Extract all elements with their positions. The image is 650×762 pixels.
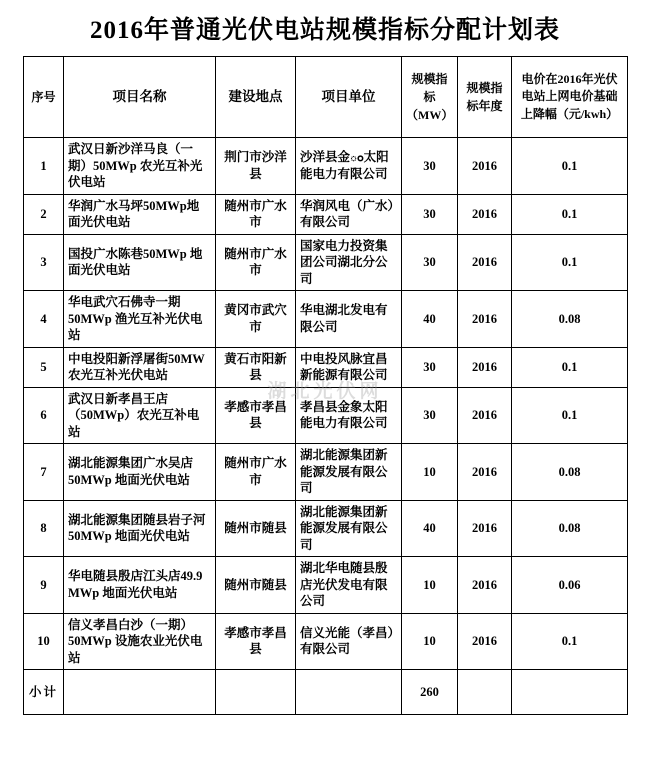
cell-total-blank-name	[64, 670, 216, 715]
cell-price: 0.08	[512, 444, 628, 501]
cell-location: 孝感市孝昌县	[216, 613, 296, 670]
cell-year: 2016	[458, 500, 512, 557]
cell-scale: 30	[402, 347, 458, 387]
cell-scale: 10	[402, 613, 458, 670]
table-row	[24, 138, 628, 195]
column-header-scale: 规模指标（MW）	[402, 57, 458, 138]
cell-scale: 40	[402, 291, 458, 348]
cell-project-name: 华电武穴石佛寺一期50MWp 渔光互补光伏电站	[64, 291, 216, 348]
cell-total-scale: 260	[402, 670, 458, 715]
table-row	[24, 500, 628, 557]
cell-unit: 华电湖北发电有限公司	[296, 291, 402, 348]
cell-location: 随州市广水市	[216, 194, 296, 234]
cell-price: 0.06	[512, 557, 628, 614]
cell-project-name: 华电随县殷店江头店49.9 MWp 地面光伏电站	[64, 557, 216, 614]
cell-location: 随州市随县	[216, 500, 296, 557]
column-header-price: 电价在2016年光伏电站上网电价基础上降幅（元/kwh）	[512, 57, 628, 138]
watermark-text: 湖北光伏网	[267, 381, 383, 402]
cell-year: 2016	[458, 138, 512, 195]
table-row	[24, 444, 628, 501]
cell-year: 2016	[458, 557, 512, 614]
column-header-year: 规模指标年度	[458, 57, 512, 138]
cell-year: 2016	[458, 347, 512, 387]
cell-price: 0.1	[512, 138, 628, 195]
cell-total-label: 小计	[24, 670, 64, 715]
table-row	[24, 291, 628, 348]
table-row	[24, 557, 628, 614]
cell-location: 荆门市沙洋县	[216, 138, 296, 195]
table-row	[24, 347, 628, 387]
cell-year: 2016	[458, 194, 512, 234]
table-total-row	[24, 670, 628, 715]
table-row	[24, 387, 628, 444]
table-header	[24, 57, 628, 138]
cell-unit: 中电投风脉宜昌新能源有限公司	[296, 347, 402, 387]
table-header-row	[24, 57, 628, 138]
cell-scale: 30	[402, 387, 458, 444]
table-body	[24, 138, 628, 715]
cell-year: 2016	[458, 613, 512, 670]
column-header-project-name: 项目名称	[64, 57, 216, 138]
table-row	[24, 613, 628, 670]
table-row	[24, 234, 628, 291]
cell-index: 5	[24, 347, 64, 387]
cell-unit: 孝昌县金象太阳能电力有限公司	[296, 387, 402, 444]
cell-price: 0.08	[512, 500, 628, 557]
cell-price: 0.1	[512, 194, 628, 234]
cell-scale: 10	[402, 557, 458, 614]
cell-index: 6	[24, 387, 64, 444]
cell-year: 2016	[458, 444, 512, 501]
cell-index: 1	[24, 138, 64, 195]
column-header-unit: 项目单位	[296, 57, 402, 138]
cell-price: 0.08	[512, 291, 628, 348]
allocation-plan-table	[23, 56, 628, 715]
cell-total-blank-unit	[296, 670, 402, 715]
cell-year: 2016	[458, 234, 512, 291]
table-container	[23, 56, 627, 715]
cell-price: 0.1	[512, 613, 628, 670]
cell-unit: 湖北华电随县殷店光伏发电有限公司	[296, 557, 402, 614]
cell-unit: 湖北能源集团新能源发展有限公司	[296, 444, 402, 501]
cell-price: 0.1	[512, 234, 628, 291]
cell-location: 随州市广水市	[216, 234, 296, 291]
cell-unit: 国家电力投资集团公司湖北分公司	[296, 234, 402, 291]
cell-scale: 30	[402, 234, 458, 291]
cell-project-name: 信义孝昌白沙（一期）50MWp 设施农业光伏电站	[64, 613, 216, 670]
cell-total-blank-year	[458, 670, 512, 715]
cell-index: 2	[24, 194, 64, 234]
cell-project-name: 华润广水马坪50MWp地面光伏电站	[64, 194, 216, 234]
column-header-index: 序号	[24, 57, 64, 138]
cell-project-name: 湖北能源集团广水吴店50MWp 地面光伏电站	[64, 444, 216, 501]
cell-location: 黄冈市武穴市	[216, 291, 296, 348]
cell-location: 黄石市阳新县	[216, 347, 296, 387]
table-row	[24, 194, 628, 234]
cell-unit: 湖北能源集团新能源发展有限公司	[296, 500, 402, 557]
page-title: 2016年普通光伏电站规模指标分配计划表	[89, 17, 560, 44]
cell-year: 2016	[458, 291, 512, 348]
cell-scale: 30	[402, 194, 458, 234]
cell-scale: 40	[402, 500, 458, 557]
cell-index: 4	[24, 291, 64, 348]
cell-year: 2016	[458, 387, 512, 444]
cell-index: 9	[24, 557, 64, 614]
cell-project-name: 武汉日新孝昌王店（50MWp）农光互补电站	[64, 387, 216, 444]
cell-price: 0.1	[512, 347, 628, 387]
cell-total-blank-location	[216, 670, 296, 715]
cell-index: 10	[24, 613, 64, 670]
column-header-location: 建设地点	[216, 57, 296, 138]
cell-project-name: 中电投阳新浮屠街50MW 农光互补光伏电站	[64, 347, 216, 387]
cell-project-name: 湖北能源集团随县岩子河50MWp 地面光伏电站	[64, 500, 216, 557]
cell-scale: 10	[402, 444, 458, 501]
cell-location: 随州市广水市	[216, 444, 296, 501]
cell-scale: 30	[402, 138, 458, 195]
cell-unit: 信义光能（孝昌）有限公司	[296, 613, 402, 670]
cell-price: 0.1	[512, 387, 628, 444]
cell-project-name: 武汉日新沙洋马良（一期）50MWp 农光互补光伏电站	[64, 138, 216, 195]
cell-project-name: 国投广水陈巷50MWp 地面光伏电站	[64, 234, 216, 291]
cell-index: 8	[24, 500, 64, 557]
cell-index: 7	[24, 444, 64, 501]
cell-location: 随州市随县	[216, 557, 296, 614]
cell-unit: 华润风电（广水）有限公司	[296, 194, 402, 234]
cell-total-blank-price	[512, 670, 628, 715]
cell-location: 孝感市孝昌县	[216, 387, 296, 444]
cell-unit: 沙洋县金ం太阳能电力有限公司	[296, 138, 402, 195]
cell-index: 3	[24, 234, 64, 291]
